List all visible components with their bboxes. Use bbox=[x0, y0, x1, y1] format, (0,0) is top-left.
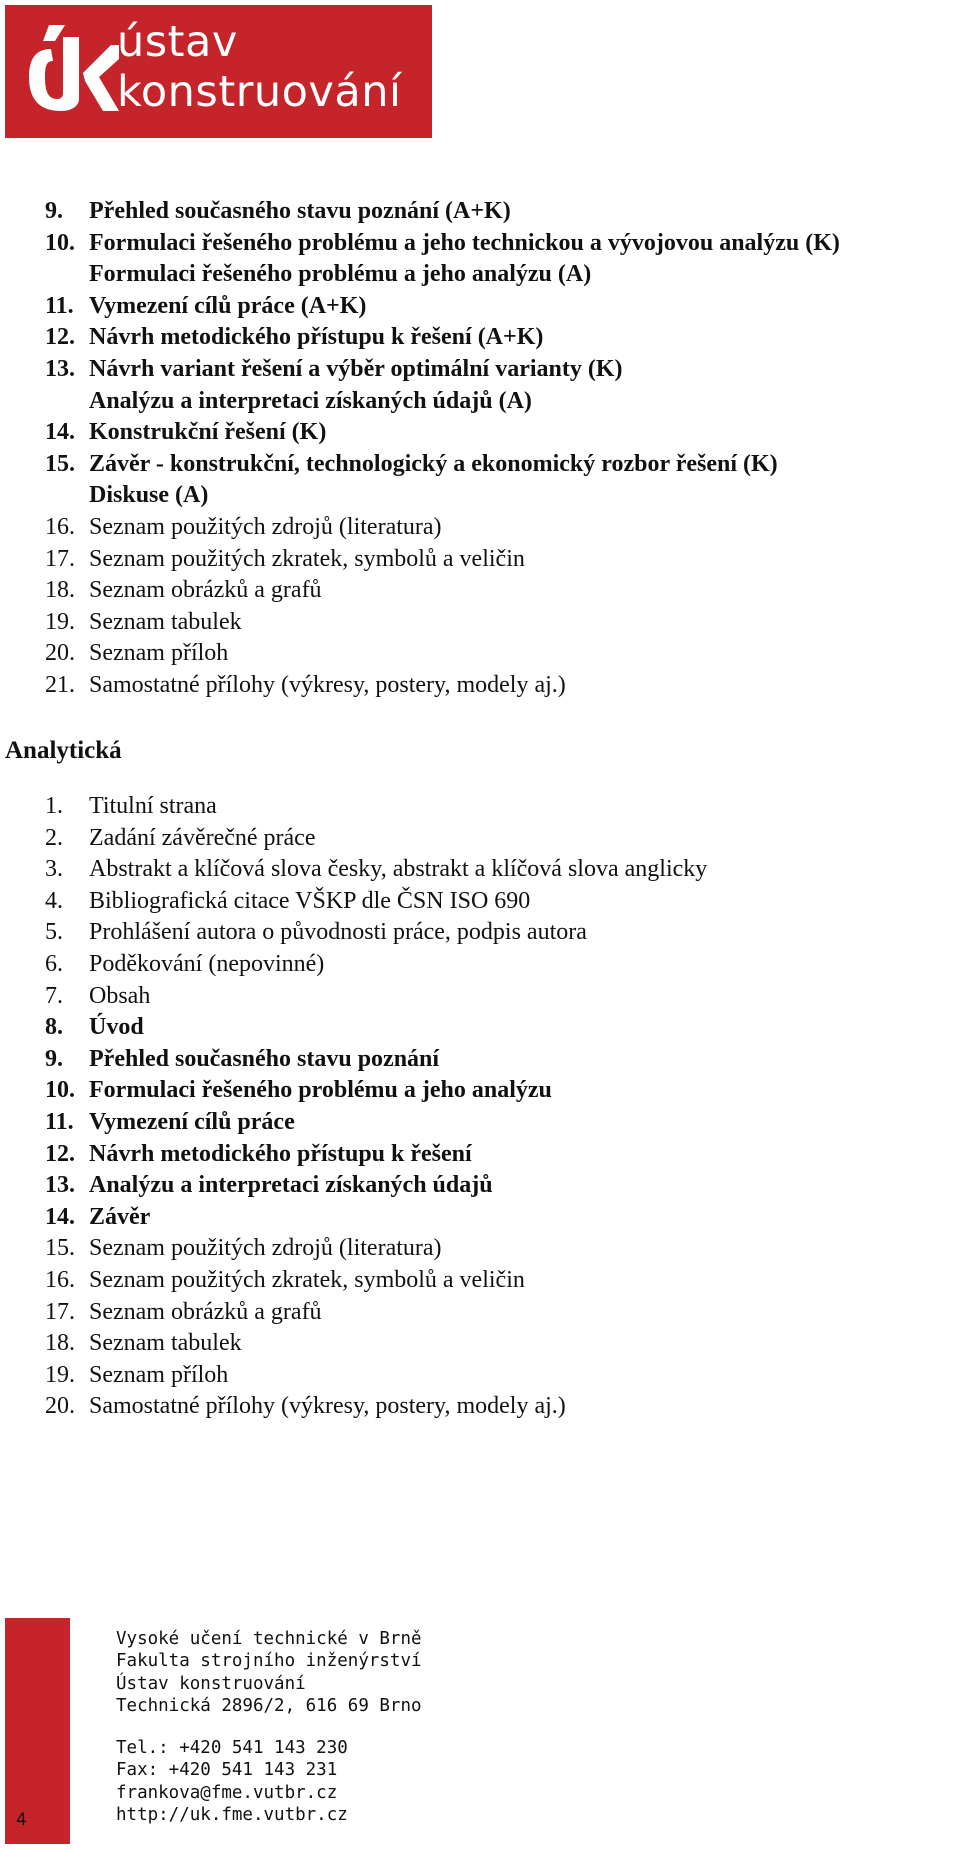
logo-line-2: konstruování bbox=[117, 67, 402, 117]
list-item-number: 20. bbox=[45, 1393, 75, 1420]
list-item-text: Návrh variant řešení a výběr optimální varianty (K) bbox=[89, 355, 623, 382]
list-item-text: Konstrukční řešení (K) bbox=[89, 419, 327, 446]
list-item bbox=[45, 449, 840, 512]
list-item-text: Seznam použitých zkratek, symbolů a veličin bbox=[89, 1266, 525, 1293]
list-item-number: 12. bbox=[45, 1140, 75, 1167]
list-item-text: Přehled současného stavu poznání (A+K) bbox=[89, 198, 511, 224]
list-item-number: 9. bbox=[45, 1045, 63, 1072]
list-item-number: 17. bbox=[45, 545, 75, 572]
list-item-number: 13. bbox=[45, 355, 75, 382]
list-item-text: Seznam obrázků a grafů bbox=[89, 1298, 322, 1325]
list-item-number: 11. bbox=[45, 1108, 74, 1135]
list-item-number: 7. bbox=[45, 982, 63, 1009]
list-item-number: 19. bbox=[45, 1361, 75, 1388]
list-item-number: 8. bbox=[45, 1014, 63, 1041]
list-item-text: Návrh metodického přístupu k řešení bbox=[89, 1140, 472, 1167]
list-item-number: 16. bbox=[45, 513, 75, 540]
list-item bbox=[45, 1012, 707, 1044]
list-item bbox=[45, 1170, 707, 1202]
list-item-number: 14. bbox=[45, 419, 75, 446]
list-item bbox=[45, 544, 840, 576]
list-item-number: 3. bbox=[45, 856, 63, 883]
list-item bbox=[45, 670, 840, 702]
list-item-text: Seznam použitých zkratek, symbolů a veličin bbox=[89, 545, 525, 572]
footer-website-link[interactable]: http://uk.fme.vutbr.cz bbox=[116, 1805, 348, 1826]
logo-line-1: ústav bbox=[117, 17, 238, 67]
structure-list-analytical bbox=[45, 791, 707, 1423]
list-item-number: 10. bbox=[45, 229, 75, 256]
list-item bbox=[45, 1360, 707, 1392]
logo-text bbox=[117, 17, 401, 117]
footer-accent-bar bbox=[5, 1618, 70, 1844]
list-item-number: 18. bbox=[45, 577, 75, 604]
list-item bbox=[45, 791, 707, 823]
footer-contact-block bbox=[116, 1628, 422, 1826]
list-item-number: 12. bbox=[45, 324, 75, 351]
list-item-text: Vymezení cílů práce bbox=[89, 1108, 295, 1135]
structure-list-constructional bbox=[45, 196, 840, 702]
list-item-text: Seznam použitých zdrojů (literatura) bbox=[89, 1235, 442, 1262]
list-item-number: 15. bbox=[45, 1235, 75, 1262]
list-item bbox=[45, 607, 840, 639]
list-item-number: 11. bbox=[45, 292, 74, 319]
list-item bbox=[45, 1265, 707, 1297]
list-item bbox=[45, 228, 840, 291]
list-item bbox=[45, 322, 840, 354]
list-item-continuation: Analýzu a interpretaci získaných údajů (A) bbox=[89, 387, 532, 414]
list-item-text: Seznam příloh bbox=[89, 1361, 229, 1388]
footer-phone: Tel.: +420 541 143 230 bbox=[116, 1738, 348, 1759]
list-item-text: Formulaci řešeného problému a jeho technickou a vývojovou analýzu (K) bbox=[89, 229, 840, 256]
list-item bbox=[45, 1139, 707, 1171]
list-item-number: 14. bbox=[45, 1203, 75, 1230]
list-item-text: Seznam tabulek bbox=[89, 1330, 242, 1357]
page-number: 4 bbox=[16, 1810, 27, 1830]
list-item-number: 4. bbox=[45, 887, 63, 914]
list-item-number: 20. bbox=[45, 640, 75, 667]
list-item-text: Seznam použitých zdrojů (literatura) bbox=[89, 513, 442, 540]
list-item bbox=[45, 291, 840, 323]
list-item-number: 13. bbox=[45, 1172, 75, 1199]
list-item bbox=[45, 1233, 707, 1265]
list-item-text: Seznam příloh bbox=[89, 640, 229, 667]
list-item bbox=[45, 575, 840, 607]
list-item-number: 5. bbox=[45, 919, 63, 946]
list-item-number: 10. bbox=[45, 1077, 75, 1104]
list-item-text: Seznam obrázků a grafů bbox=[89, 577, 322, 604]
list-item bbox=[45, 1297, 707, 1329]
list-item-number: 17. bbox=[45, 1298, 75, 1325]
list-item bbox=[45, 1044, 707, 1076]
list-item bbox=[45, 196, 840, 228]
list-item bbox=[45, 886, 707, 918]
list-item bbox=[45, 417, 840, 449]
institute-logo bbox=[5, 5, 432, 138]
list-item bbox=[45, 823, 707, 855]
list-item-text: Bibliografická citace VŠKP dle ČSN ISO 690 bbox=[89, 887, 531, 914]
list-item-text: Obsah bbox=[89, 982, 151, 1009]
list-item bbox=[45, 981, 707, 1013]
list-item bbox=[45, 854, 707, 886]
list-item bbox=[45, 1075, 707, 1107]
list-item-text: Abstrakt a klíčová slova česky, abstrakt a klíčová slova anglicky bbox=[89, 856, 708, 883]
list-item-text: Závěr bbox=[89, 1203, 151, 1230]
list-item-text: Formulaci řešeného problému a jeho analýzu bbox=[89, 1077, 552, 1104]
list-item-number: 16. bbox=[45, 1266, 75, 1293]
list-item bbox=[45, 949, 707, 981]
list-item bbox=[45, 1202, 707, 1234]
list-item-number: 1. bbox=[45, 793, 63, 819]
list-item-text: Úvod bbox=[89, 1014, 144, 1041]
footer-address-line: Technická 2896/2, 616 69 Brno bbox=[116, 1695, 422, 1716]
list-item-number: 15. bbox=[45, 450, 75, 477]
list-item bbox=[45, 512, 840, 544]
footer-address-line: Vysoké učení technické v Brně bbox=[116, 1629, 422, 1649]
list-item-number: 2. bbox=[45, 824, 63, 851]
uk-logo-mark-icon bbox=[19, 19, 119, 119]
footer-address-line: Fakulta strojního inženýrství bbox=[116, 1651, 422, 1672]
list-item bbox=[45, 1328, 707, 1360]
section-heading: Analytická bbox=[5, 737, 122, 764]
footer-fax: Fax: +420 541 143 231 bbox=[116, 1760, 338, 1781]
footer-address-line: Ústav konstruování bbox=[116, 1673, 306, 1694]
list-item-continuation: Diskuse (A) bbox=[89, 482, 209, 509]
list-item-text: Závěr - konstrukční, technologický a ekonomický rozbor řešení (K) bbox=[89, 450, 778, 477]
list-item-text: Vymezení cílů práce (A+K) bbox=[89, 292, 367, 319]
list-item-continuation: Formulaci řešeného problému a jeho analýzu (A) bbox=[89, 261, 592, 288]
list-item-text: Samostatné přílohy (výkresy, postery, modely aj.) bbox=[89, 1393, 566, 1420]
list-item-text: Prohlášení autora o původnosti práce, podpis autora bbox=[89, 919, 587, 946]
list-item-number: 19. bbox=[45, 608, 75, 635]
list-item-text: Analýzu a interpretaci získaných údajů bbox=[89, 1172, 493, 1199]
list-item bbox=[45, 638, 840, 670]
list-item-text: Seznam tabulek bbox=[89, 608, 242, 635]
list-item-text: Samostatné přílohy (výkresy, postery, modely aj.) bbox=[89, 671, 566, 698]
list-item bbox=[45, 1107, 707, 1139]
list-item-number: 6. bbox=[45, 950, 63, 977]
footer-email-link[interactable]: frankova@fme.vutbr.cz bbox=[116, 1782, 338, 1803]
list-item-text: Zadání závěrečné práce bbox=[89, 824, 316, 851]
list-item-number: 9. bbox=[45, 198, 63, 224]
list-item-text: Návrh metodického přístupu k řešení (A+K) bbox=[89, 324, 544, 351]
list-item bbox=[45, 1391, 707, 1423]
list-item bbox=[45, 917, 707, 949]
list-item-text: Titulní strana bbox=[89, 793, 217, 819]
list-item-number: 18. bbox=[45, 1330, 75, 1357]
list-item-number: 21. bbox=[45, 671, 75, 698]
list-item bbox=[45, 354, 840, 417]
list-item-text: Poděkování (nepovinné) bbox=[89, 950, 325, 977]
list-item-text: Přehled současného stavu poznání bbox=[89, 1045, 440, 1072]
